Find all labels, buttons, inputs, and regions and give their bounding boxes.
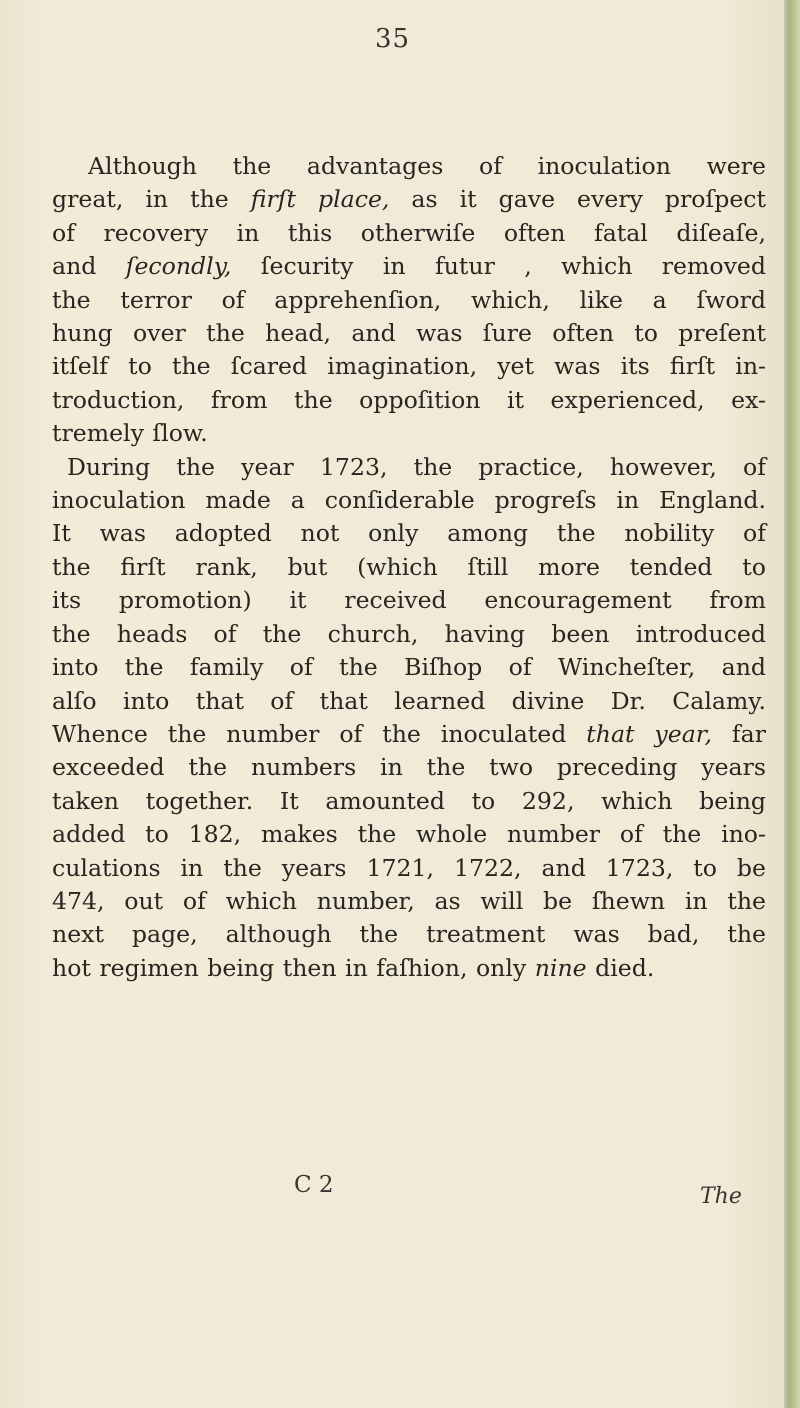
text-line: into the family of the Biſhop of Wincheſter, and	[52, 653, 766, 682]
text-line: Whence the number of the inoculated that year, far	[52, 719, 767, 748]
text-line: inoculation made a conſiderable progreſs in England.	[52, 486, 766, 515]
text-line: alſo into that of that learned divine Dr. Calamy.	[52, 686, 766, 715]
text-line: Although the advantages of inoculation were	[88, 152, 766, 180]
text-line: the terror of apprehenſion, which, like a ſword	[52, 285, 766, 314]
text-line: added to 182, makes the whole number of the ino-	[52, 820, 766, 849]
text-line: culations in the years 1721, 1722, and 1723, to be	[52, 853, 766, 882]
body-text	[52, 150, 766, 985]
text-line: During the year 1723, the practice, however, of	[67, 452, 766, 481]
text-line: taken together. It amounted to 292, which being	[52, 786, 766, 815]
page-edge	[784, 0, 800, 1408]
catchword: The	[700, 1184, 742, 1209]
text-line: hung over the head, and was ſure often to preſent	[52, 319, 766, 348]
text-line: the firſt rank, but (which ſtill more tended to	[52, 552, 766, 581]
signature-mark: C 2	[294, 1172, 334, 1198]
text-line: hot regimen being then in faſhion, only nine died.	[52, 953, 655, 982]
text-line: exceeded the numbers in the two preceding years	[52, 753, 766, 782]
text-line: troduction, from the oppoſition it experienced, ex-	[52, 385, 766, 414]
text-line: the heads of the church, having been introduced	[52, 619, 766, 648]
text-line: and ſecondly, ſecurity in futur , which removed	[52, 252, 766, 281]
text-line: great, in the firſt place, as it gave every proſpect	[52, 185, 767, 214]
text-line: tremely ſlow.	[52, 419, 208, 448]
text-line: itſelf to the ſcared imagination, yet was its firſt in-	[52, 352, 766, 381]
page-number: 35	[375, 24, 411, 54]
text-line: 474, out of which number, as will be ſhewn in the	[52, 886, 766, 915]
text-line: next page, although the treatment was bad, the	[52, 920, 766, 949]
text-line: its promotion) it received encouragement from	[52, 586, 766, 615]
text-line: It was adopted not only among the nobility of	[52, 519, 766, 548]
text-line: of recovery in this otherwiſe often fatal diſeaſe,	[52, 218, 766, 247]
